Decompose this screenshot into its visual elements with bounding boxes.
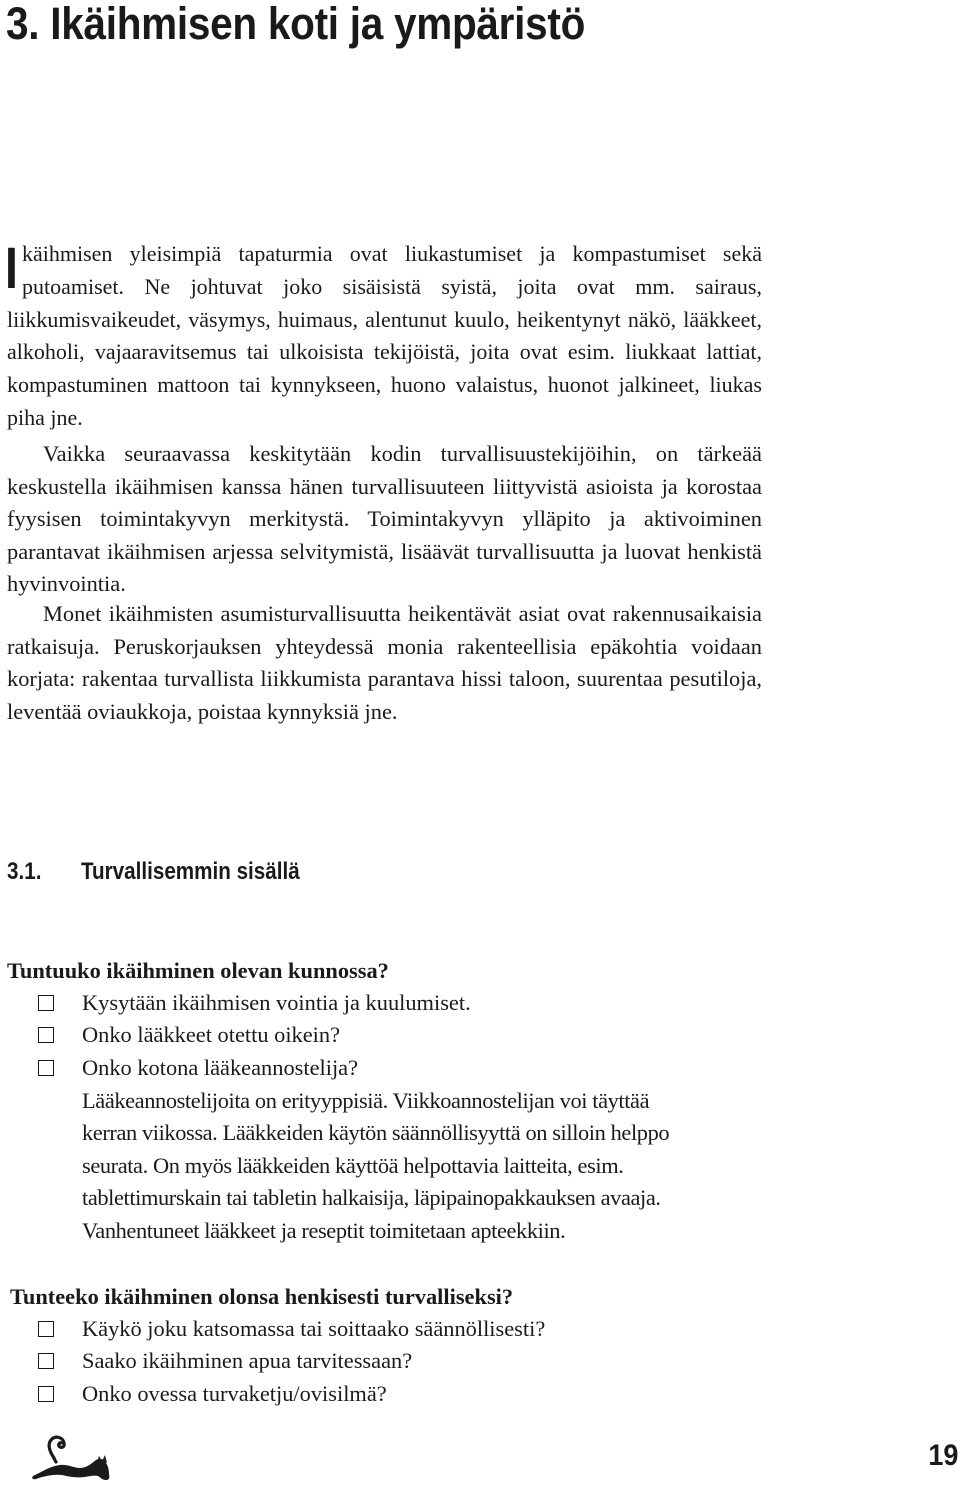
checklist-heading-condition: Tuntuuko ikäihminen olevan kunnossa? — [7, 958, 389, 983]
checklist-item — [38, 987, 471, 1019]
checklist-item-label: Käykö joku katsomassa tai soittaako säännöllisesti? — [82, 1316, 546, 1341]
checklist-mental-safety — [38, 1313, 545, 1410]
checkbox-icon[interactable] — [38, 1060, 54, 1076]
medication-dispenser-note: Lääkeannostelijoita on erityyppisiä. Viikkoannostelijan voi täyttää kerran viikossa. Lääkkeiden käytön säännöllisyyttä on silloin helppo seurata. On myös lääkkeiden käyttöä helpottavia laitteita, esim. tablettimurskain tai tabletin halkaisija, läpipainopakkauksen avaaja. Vanhentuneet lääkkeet ja reseptit toimitetaan apteekkiin. — [82, 1088, 670, 1243]
checkbox-icon[interactable] — [38, 1353, 54, 1369]
section-number: 3.1. — [7, 858, 42, 885]
intro-text: käihmisen yleisimpiä tapaturmia ovat liukastumiset ja kompastumiset sekä putoamiset. Ne johtuvat joko sisäisistä syistä, joita ovat mm. sairaus, liikkumisvaikeudet, väsymys, huimaus, alentunut kuulo, heikentynyt näkö, lääkkeet, alkoholi, vajaaravitsemus tai ulkoisista tekijöistä, joita ovat esim. liukkaat lattiat, kompastuminen mattoon tai kynnykseen, huono valaistus, huonot jalkineet, liukas piha jne. — [7, 241, 762, 430]
section-title: Turvallisemmin sisällä — [80, 858, 300, 885]
checkbox-icon[interactable] — [38, 1386, 54, 1402]
intro-paragraph — [7, 238, 762, 435]
dropcap-letter: I — [5, 236, 18, 301]
checklist-condition — [38, 987, 471, 1084]
checklist-heading-mental-safety: Tunteeko ikäihminen olonsa henkisesti turvalliseksi? — [10, 1284, 514, 1309]
checklist-item-label: Onko kotona lääkeannostelija? — [82, 1054, 359, 1080]
checklist-item-label: Onko lääkkeet otettu oikein? — [82, 1022, 341, 1048]
checklist-item — [38, 1052, 471, 1084]
body-paragraph-safety: Vaikka seuraavassa keskitytään kodin turvallisuustekijöihin, on tärkeää keskustella ikäihmisen kanssa hänen turvallisuuteen liittyvistä asioista ja korostaa fyysisen toimintakyvyn merkitystä. Toimintakyvyn ylläpito ja aktivoiminen parantavat ikäihmisen arjessa selvitymistä, lisäävät turvallisuutta ja luovat henkistä hyvinvointia. — [7, 441, 762, 597]
checklist-item — [38, 1345, 545, 1377]
checkbox-icon[interactable] — [38, 1321, 54, 1337]
checklist-item-label: Saako ikäihminen apua tarvitessaan? — [82, 1348, 413, 1374]
cat-logo-icon — [30, 1432, 112, 1482]
checklist-item-label: Kysytään ikäihmisen vointia ja kuulumiset. — [82, 990, 471, 1015]
checkbox-icon[interactable] — [38, 1027, 54, 1043]
checklist-item — [38, 1378, 545, 1410]
checklist-item — [38, 1313, 545, 1345]
body-paragraph-renovation: Monet ikäihmisten asumisturvallisuutta heikentävät asiat ovat rakennusaikaisia ratkaisuja. Peruskorjauksen yhteydessä monia rakenteellisia epäkohtia voidaan korjata: rakentaa turvallista liikkumista parantava hissi taloon, suurentaa pesutiloja, leventää oviaukkoja, poistaa kynnyksiä jne. — [7, 601, 762, 724]
checklist-item — [38, 1019, 471, 1051]
section-heading — [7, 854, 300, 890]
checklist-item-label: Onko ovessa turvaketju/ovisilmä? — [82, 1380, 387, 1406]
chapter-title: 3. Ikäihmisen koti ja ympäristö — [6, 0, 586, 49]
checkbox-icon[interactable] — [38, 995, 54, 1011]
page-number: 19 — [927, 1439, 958, 1472]
